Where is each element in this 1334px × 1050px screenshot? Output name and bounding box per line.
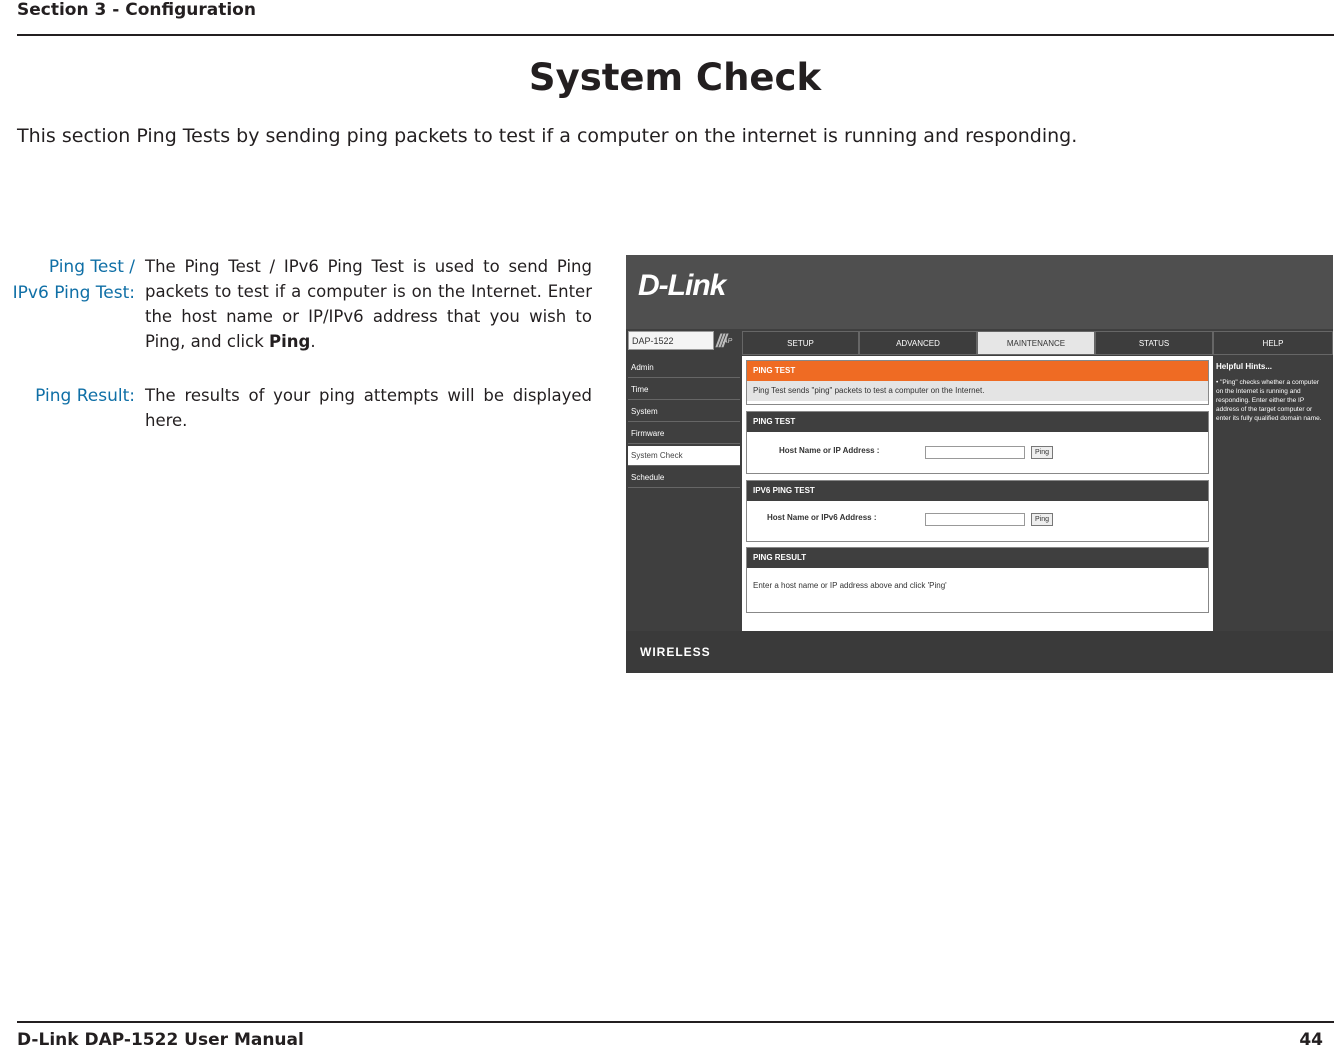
slashes-decor: ///	[716, 331, 726, 351]
intro-text: This section Ping Tests by sending ping packets to test if a computer on the internet is running and responding.	[17, 125, 1078, 147]
nav-item-firmware[interactable]: Firmware	[628, 424, 740, 444]
host-input[interactable]	[925, 446, 1025, 459]
term-ping-test	[13, 254, 135, 306]
ping-test-intro-box	[746, 360, 1209, 405]
host-label: Host Name or IP Address :	[779, 446, 880, 455]
hints-title: Helpful Hints...	[1216, 362, 1272, 371]
bottom-divider	[17, 1021, 1334, 1023]
router-banner	[626, 255, 1333, 329]
term-ping-test-line1: Ping Test /	[48, 257, 135, 277]
router-left-nav	[626, 356, 742, 631]
desc-ping-result: The results of your ping attempts will be displayed here.	[145, 386, 592, 430]
wireless-logo: WIRELESS	[640, 645, 711, 659]
tab-setup[interactable]: SETUP	[742, 331, 859, 355]
term-ping-result: Ping Result:	[35, 386, 135, 406]
dlink-logo: D-Link	[638, 269, 726, 302]
ping-test-box-header: PING TEST	[747, 412, 1208, 432]
ping-result-header: PING RESULT	[747, 548, 1208, 568]
nav-item-system[interactable]: System	[628, 402, 740, 422]
footer-manual-title: D-Link DAP-1522 User Manual	[17, 1030, 304, 1050]
helpful-hints-panel	[1213, 356, 1333, 631]
section-header: Section 3 - Configuration	[17, 0, 256, 20]
desc-ping-test-bold: Ping	[269, 332, 311, 351]
desc-ping-test	[145, 254, 592, 354]
ipv6-ping-button[interactable]: Ping	[1031, 513, 1053, 526]
desc-ping-test-text: The Ping Test / IPv6 Ping Test is used to send Ping packets to test if a computer is on the Internet. Enter the host name or IP/IPv6 address that you wish to Ping, and click	[145, 257, 592, 351]
router-top-nav	[626, 329, 1333, 356]
ping-result-box	[746, 547, 1209, 613]
ping-test-box	[746, 411, 1209, 474]
tab-status[interactable]: STATUS	[1095, 331, 1213, 355]
ipv6-ping-test-header: IPV6 PING TEST	[747, 481, 1208, 501]
tab-maintenance[interactable]: MAINTENANCE	[977, 331, 1095, 355]
nav-item-system-check[interactable]: System Check	[628, 446, 740, 466]
desc-ping-test-end: .	[310, 332, 316, 351]
ipv6-ping-test-box	[746, 480, 1209, 542]
term-ping-test-line2: IPv6 Ping Test:	[12, 283, 135, 303]
router-bottom-bar	[626, 631, 1333, 673]
router-screenshot	[626, 255, 1333, 673]
top-divider	[17, 34, 1334, 36]
nav-item-admin[interactable]: Admin	[628, 358, 740, 378]
nav-item-time[interactable]: Time	[628, 380, 740, 400]
tab-help[interactable]: HELP	[1213, 331, 1333, 355]
ping-button[interactable]: Ping	[1031, 446, 1053, 459]
page-title: System Check	[528, 56, 822, 99]
ipv6-host-label: Host Name or IPv6 Address :	[767, 513, 877, 522]
ping-test-intro-desc: Ping Test sends "ping" packets to test a computer on the Internet.	[747, 381, 1208, 401]
ping-result-text: Enter a host name or IP address above and click 'Ping'	[753, 581, 947, 590]
ipv6-host-input[interactable]	[925, 513, 1025, 526]
router-content	[742, 356, 1213, 631]
tab-advanced[interactable]: ADVANCED	[859, 331, 977, 355]
model-label: DAP-1522	[628, 331, 714, 350]
ping-test-intro-header: PING TEST	[747, 361, 1208, 381]
nav-item-schedule[interactable]: Schedule	[628, 468, 740, 488]
hints-text: • "Ping" checks whether a computer on the Internet is running and responding. Enter either the IP address of the target computer or enter its fully qualified domain name.	[1216, 379, 1322, 422]
ap-label: AP	[723, 338, 733, 345]
footer-page-number: 44	[1299, 1030, 1323, 1050]
